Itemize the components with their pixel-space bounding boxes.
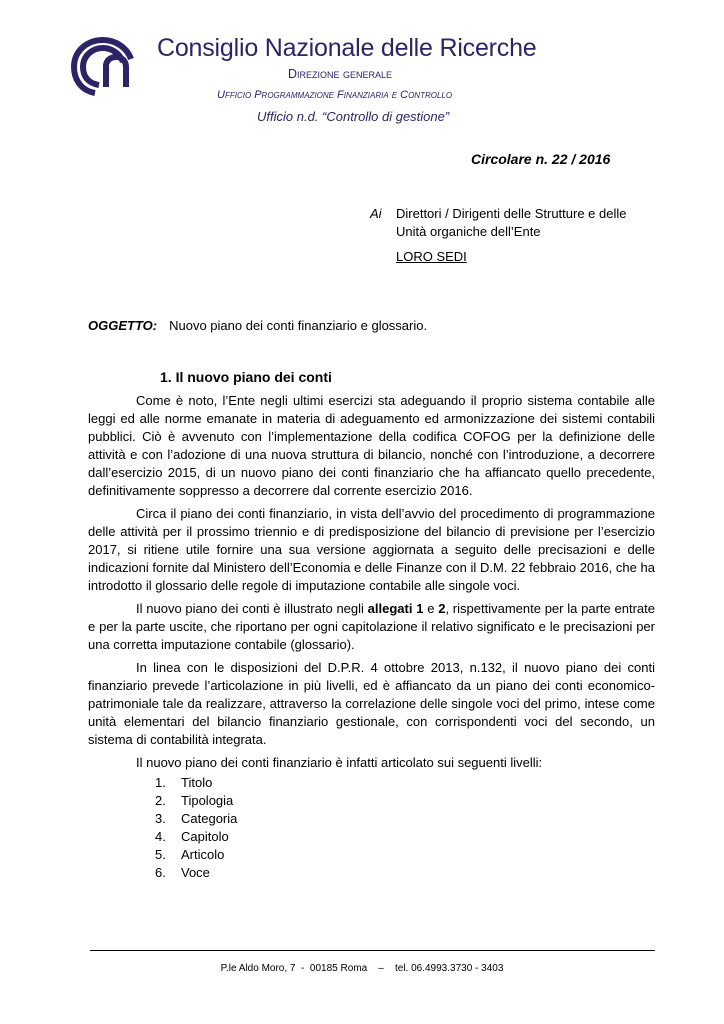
paragraph [88, 600, 655, 654]
list-number: 5. [155, 847, 166, 862]
subject-line [88, 318, 427, 333]
list-label: Tipologia [181, 793, 234, 808]
list-number: 2. [155, 793, 166, 808]
footer-divider [90, 950, 655, 951]
list-number: 1. [155, 775, 166, 790]
paragraph: In linea con le disposizioni del D.P.R. 4 ottobre 2013, n.132, il nuovo piano dei conti finanziario prevede l’articolazione in più livelli, ed è affiancato da un piano dei conti economico-patrimoniale tale da realizzare, attraverso la correlazione delle singole voci del primo, intese come unità elementari del bilancio finanziario gestionale, con corrispondenti voci del secondo, un sistema di contabilità integrata. [88, 660, 655, 747]
attachment-ref: 2 [438, 601, 446, 616]
list-item [155, 792, 655, 810]
circular-number: Circolare n. 22 / 2016 [471, 151, 611, 167]
paragraph-text: e [423, 601, 439, 616]
list-item [155, 774, 655, 792]
paragraph-text: Il nuovo piano dei conti è illustrato negli [136, 601, 368, 616]
list-label: Categoria [181, 811, 238, 826]
section-heading: 1. Il nuovo piano dei conti [160, 369, 332, 385]
list-label: Articolo [181, 847, 225, 862]
paragraph: Circa il piano dei conti finanziario, in vista dell’avvio del procedimento di programmazione delle attività per il prossimo triennio e di predisposizione del bilancio di previsione per l’esercizio 2017, si ritiene utile fornire una sua versione aggiornata a seguito delle precisazioni e delle indicazioni fornite dal Ministero dell’Economia e delle Finanze con il D.M. 22 febbraio 2016, che ha introdotto il glossario delle regole di imputazione contabile alle singole voci. [88, 506, 655, 593]
subject-text: Nuovo piano dei conti finanziario e glossario. [169, 318, 428, 333]
unit-name: Ufficio n.d. “Controllo di gestione” [257, 109, 450, 124]
direction-name: Direzione generale [288, 67, 393, 81]
levels-list [88, 774, 655, 882]
list-number: 4. [155, 829, 166, 844]
organization-name: Consiglio Nazionale delle Ricerche [157, 34, 537, 62]
recipients-lines: Direttori / Dirigenti delle Strutture e delle Unità organiche dell’Ente [396, 206, 627, 239]
list-number: 3. [155, 811, 166, 826]
attachment-ref: allegati 1 [367, 601, 424, 616]
paragraph: Come è noto, l’Ente negli ultimi esercizi sta adeguando il proprio sistema contabile alle leggi ed alle norme emanate in materia di adeguamento ed armonizzazione dei sistemi contabili pubblici. Ciò è avvenuto con l’implementazione della codifica COFOG per la definizione delle attività e con l’adozione di una nuova struttura di bilancio, nonché con l’introduzione, a decorrere dall’esercizio 2015, di un nuovo piano dei conti finanziario che ha affiancato quello precedente, definitivamente soppresso a decorrere dal corrente esercizio 2016. [88, 393, 655, 498]
list-label: Capitolo [181, 829, 229, 844]
list-number: 6. [155, 865, 166, 880]
list-item [155, 846, 655, 864]
recipients-prefix: Ai [370, 206, 382, 221]
list-label: Voce [181, 865, 210, 880]
loro-sedi: LORO SEDI [396, 249, 467, 264]
list-item [155, 810, 655, 828]
office-name: Ufficio Programmazione Finanziaria e Controllo [217, 89, 453, 101]
footer-address: P.le Aldo Moro, 7 - 00185 Roma – tel. 06.4993.3730 - 3403 [220, 963, 504, 974]
paragraph-text: , rispettivamente per la parte entrate e per la parte uscite, che riportano per ogni capitolazione il relativo significato e le precisazioni per una corretta imputazione contabile (glossario). [88, 601, 655, 652]
subject-label: OGGETTO: [88, 318, 158, 333]
paragraph: Il nuovo piano dei conti finanziario è infatti articolato sui seguenti livelli: [136, 755, 543, 770]
list-item [155, 828, 655, 846]
cnr-logo-icon [71, 37, 134, 97]
list-label: Titolo [181, 775, 213, 790]
list-item [155, 864, 655, 882]
body-text [88, 392, 655, 882]
